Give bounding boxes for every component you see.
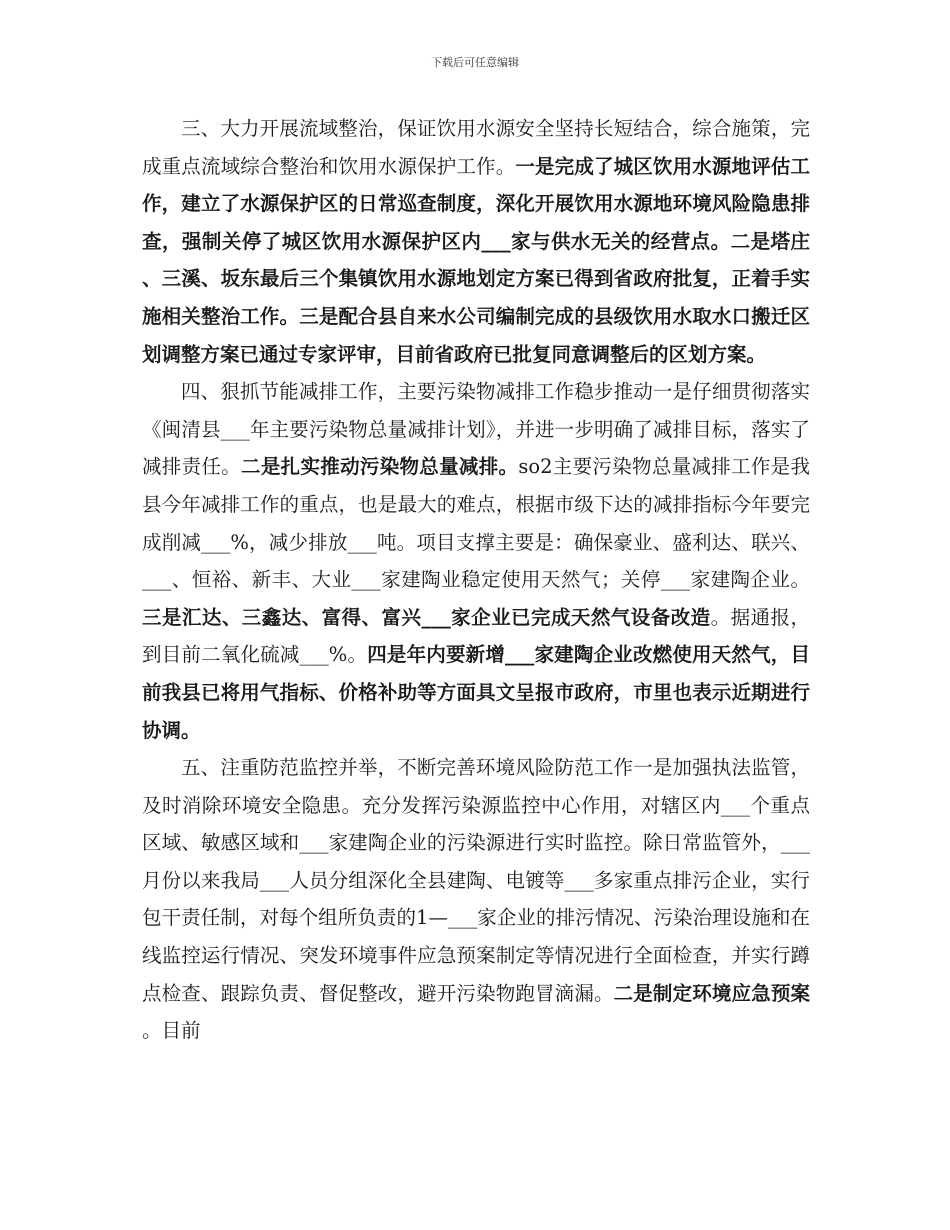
paragraph-text-bold: 四是年内要新增___家建陶企业改燃使用天然气，目前我县已将用气指标、价格补助等方面具文呈报市政府，市里也表示近期进行协调。 xyxy=(142,643,810,742)
paragraph-emission-reduction xyxy=(142,373,810,749)
paragraph-risk-prevention xyxy=(142,749,810,1050)
paragraph-text: 。目前 xyxy=(142,1019,201,1043)
paragraph-text-bold: 二是制定环境应急预案 xyxy=(613,981,810,1005)
document-body xyxy=(142,110,810,1050)
paragraph-watershed xyxy=(142,110,810,373)
paragraph-text: so2主要污染物总量减排工作是我县今年减排工作的重点，也是最大的难点，根据市级下达的减排指标今年要完成削减___%，减少排放___吨。项目支撑主要是：确保豪业、盛利达、联兴、___、恒裕、新丰、大业___家建陶业稳定使用天然气；关停___家建陶企业。 xyxy=(142,455,810,592)
paragraph-text-bold: 二是扎实推动污染物总量减排。 xyxy=(241,455,519,479)
paragraph-text: 。据通报，到目前二氧化硫减___%。 xyxy=(142,605,810,667)
paragraph-text: 三、大力开展流域整治，保证饮用水源安全坚持长短结合，综合施策，完成重点流域综合整治和饮用水源保护工作。 xyxy=(142,117,810,178)
paragraph-text: 四、狠抓节能减排工作，主要污染物减排工作稳步推动一是仔细贯彻落实《闽清县___年主要污染物总量减排计划》，并进一步明确了减排目标，落实了减排责任。 xyxy=(142,380,810,479)
paragraph-text: 五、注重防范监控并举，不断完善环境风险防范工作一是加强执法监管，及时消除环境安全隐患。充分发挥污染源监控中心作用，对辖区内___个重点区域、敏感区域和___家建陶企业的污染源进行实时监控。除日常监管外，___月份以来我局___人员分组深化全县建陶、电镀等___多家重点排污企业，实行包干责任制，对每个组所负责的1—___家企业的排污情况、污染治理设施和在线监控运行情况、突发环境事件应急预案制定等情况进行全面检查，并实行蹲点检查、跟踪负责、督促整改，避开污染物跑冒滴漏。 xyxy=(142,756,810,1005)
page-header: 下载后可任意编辑 xyxy=(431,56,519,69)
paragraph-text-bold: 三是汇达、三鑫达、富得、富兴___家企业已完成天然气设备改造 xyxy=(142,605,711,629)
paragraph-text-bold: 一是完成了城区饮用水源地评估工作，建立了水源保护区的日常巡查制度，深化开展饮用水源地环境风险隐患排查，强制关停了城区饮用水源保护区内___家与供水无关的经营点。二是塔庄、三溪、坂东最后三个集镇饮用水源地划定方案已得到省政府批复，正着手实施相关整治工作。三是配合县自来水公司编制完成的县级饮用水取水口搬迁区划调整方案已通过专家评审，目前省政府已批复同意调整后的区划方案。 xyxy=(142,154,810,366)
